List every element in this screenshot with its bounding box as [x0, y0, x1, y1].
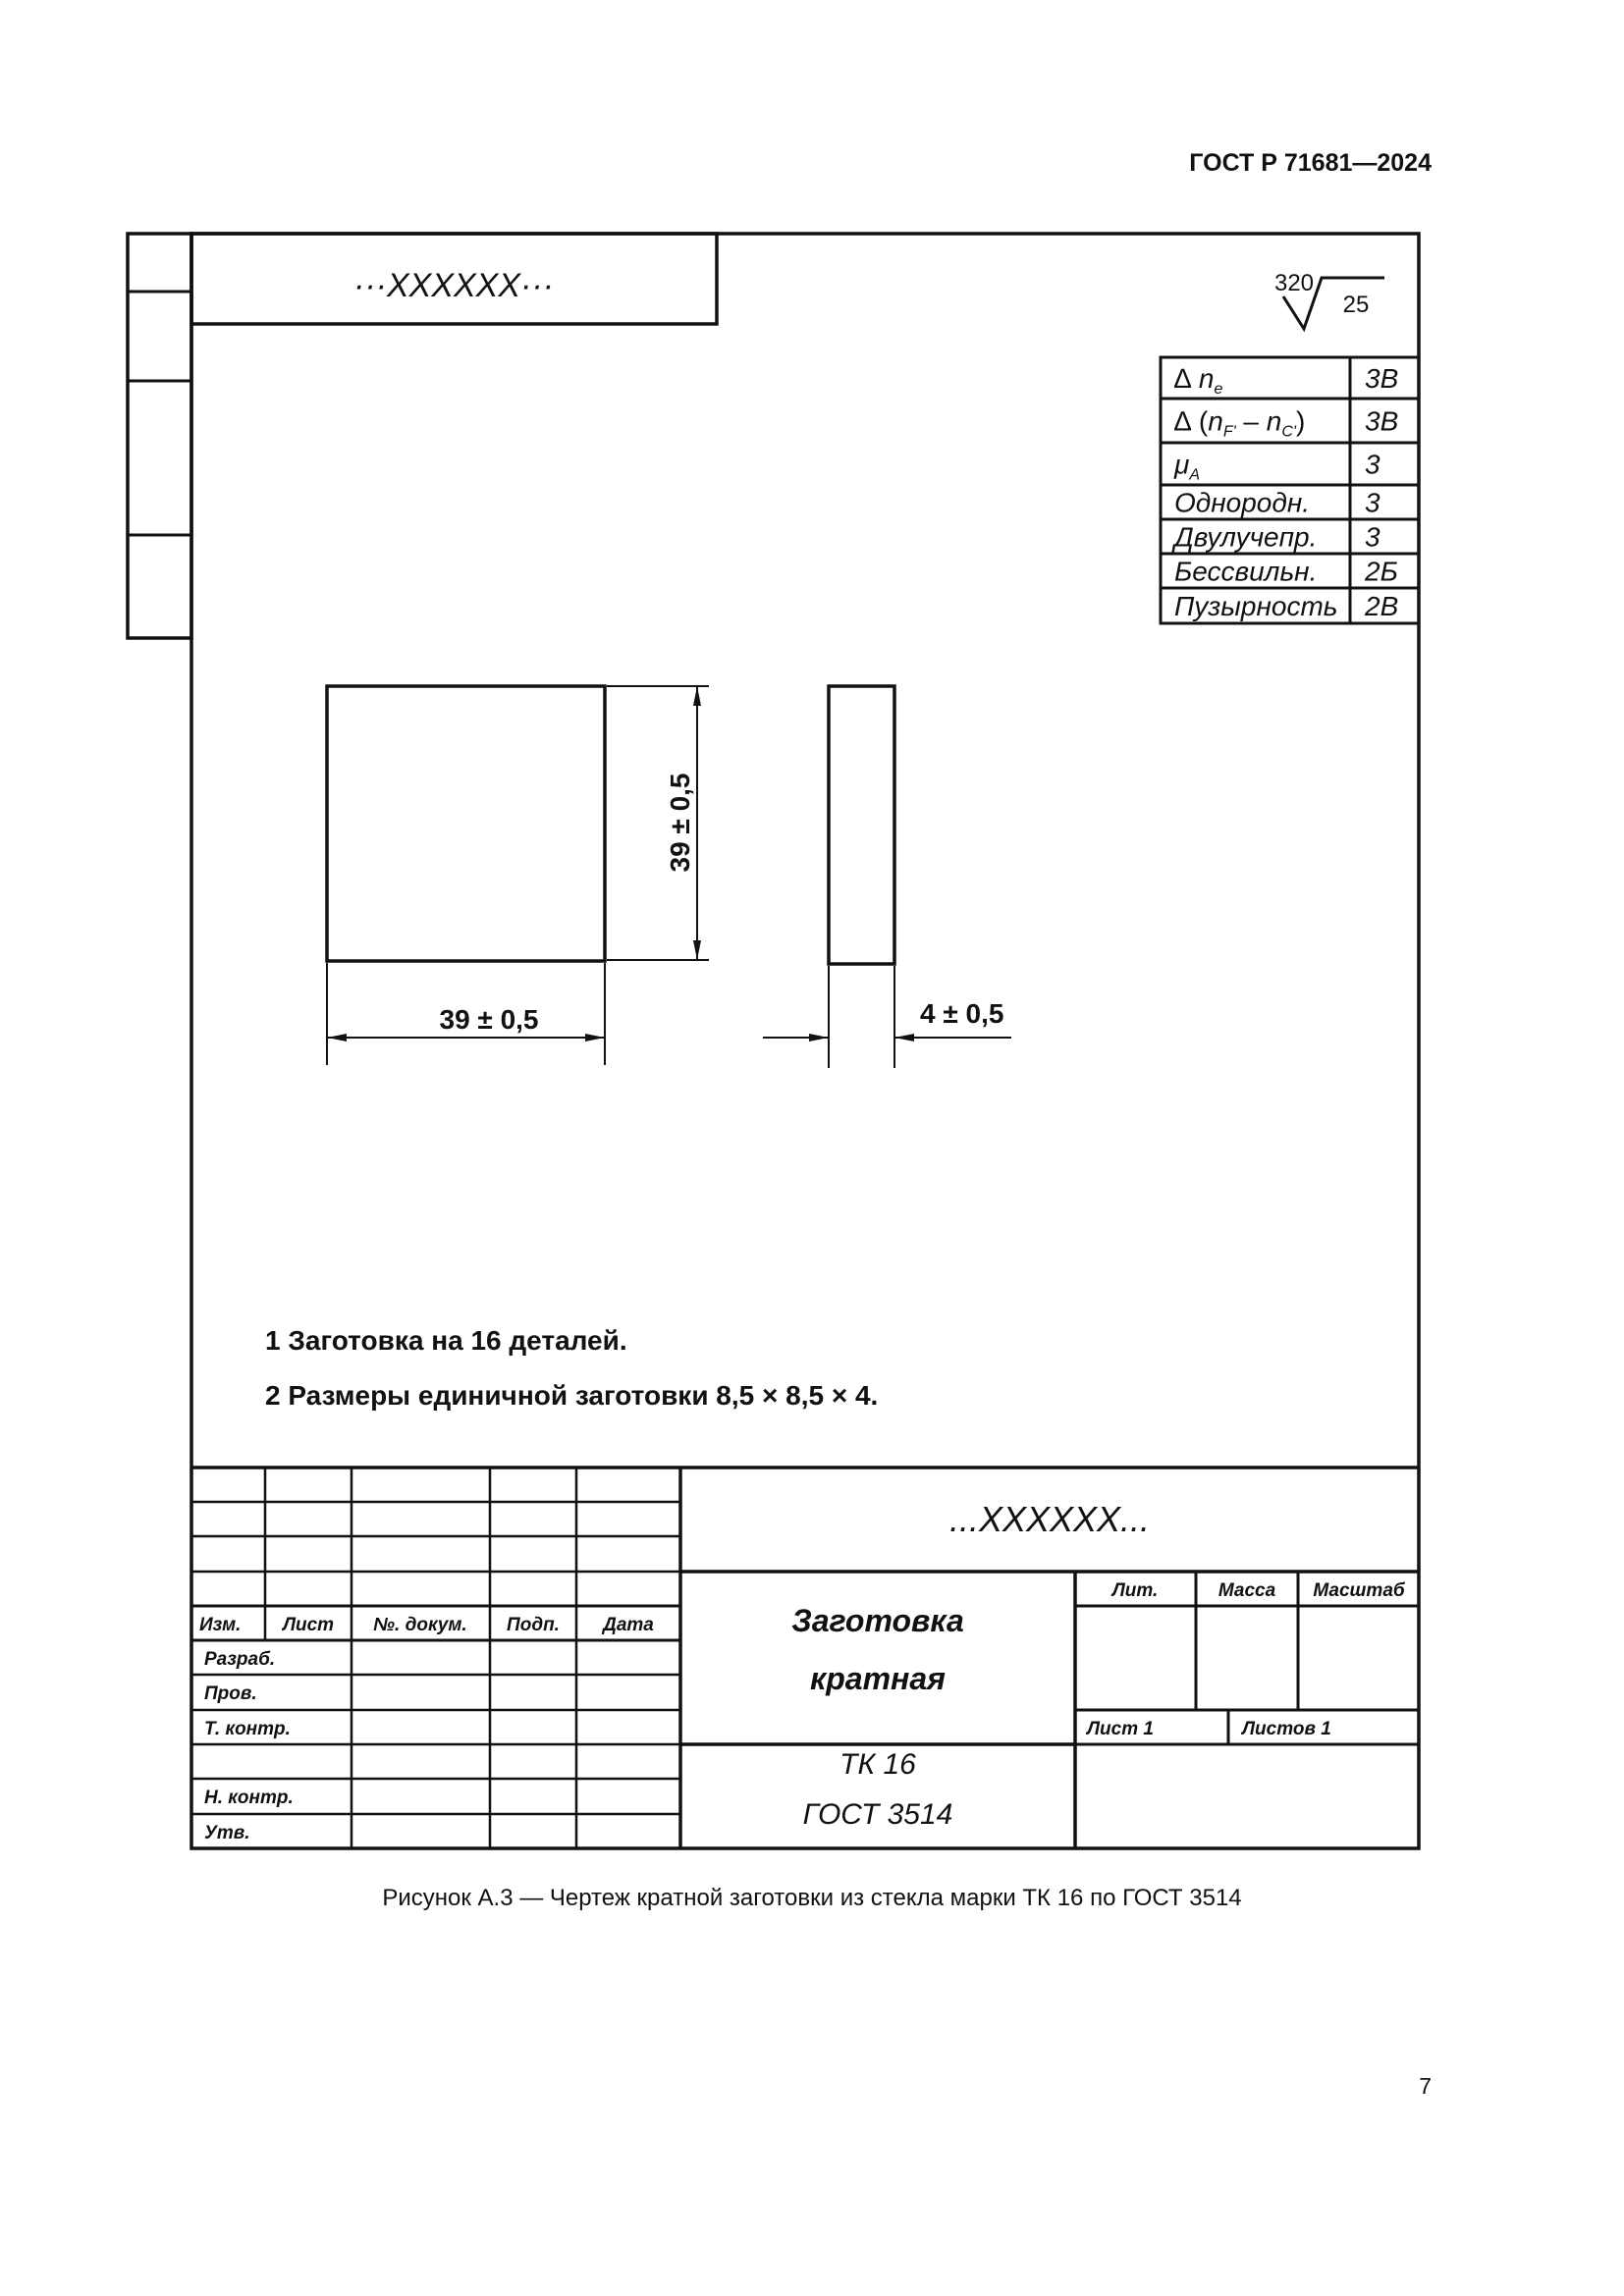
col-list: Лист — [282, 1615, 335, 1635]
role-norm-control: Н. контр. — [204, 1788, 294, 1808]
material-line2: ГОСТ 3514 — [802, 1798, 953, 1831]
property-value: 3 — [1365, 487, 1380, 518]
thickness-label: 4 ± 0,5 — [920, 998, 1004, 1029]
property-value: 2Б — [1365, 556, 1398, 587]
roughness-symbol — [1274, 270, 1384, 329]
property-label: Пузырность — [1174, 591, 1338, 621]
property-value: 3 — [1365, 521, 1380, 553]
property-value: 2В — [1365, 591, 1399, 621]
property-label: Однородн. — [1174, 487, 1311, 518]
page-number: 7 — [1419, 2073, 1432, 2099]
title-designation: ...XXXXXX... — [948, 1499, 1151, 1539]
top-designation: ···XXXXXX··· — [353, 267, 554, 304]
col-izm: Изм. — [199, 1615, 242, 1635]
material-line1: ТК 16 — [839, 1748, 916, 1781]
figure-caption: Рисунок А.3 — Чертеж кратной заготовки из стекла марки ТК 16 по ГОСТ 3514 — [382, 1885, 1242, 1911]
svg-text:25: 25 — [1342, 292, 1370, 318]
title-block — [191, 1468, 1419, 1848]
note-2: 2 Размеры единичной заготовки 8,5 × 8,5 × 4. — [265, 1380, 879, 1411]
property-label: Двулучепр. — [1174, 521, 1318, 553]
width-label: 39 ± 0,5 — [439, 1004, 539, 1035]
property-value: 3 — [1365, 449, 1380, 480]
col-doc-no: №. докум. — [373, 1615, 467, 1635]
height-label: 39 ± 0,5 — [665, 773, 695, 873]
sheets-label: Листов 1 — [1242, 1719, 1331, 1739]
item-name-line2: кратная — [810, 1661, 946, 1696]
sheet-label: Лист 1 — [1087, 1719, 1154, 1739]
note-1: 1 Заготовка на 16 деталей. — [265, 1325, 627, 1356]
properties-text — [1171, 363, 1398, 621]
property-label: Бессвильн. — [1174, 556, 1318, 587]
lit-label: Лит. — [1111, 1580, 1159, 1601]
col-date: Дата — [603, 1615, 654, 1635]
part-front-view — [327, 686, 605, 961]
item-name-line1: Заготовка — [791, 1603, 964, 1638]
mass-label: Масса — [1218, 1580, 1276, 1601]
role-developer: Разраб. — [204, 1649, 276, 1670]
property-label: ∆ ne — [1174, 363, 1223, 398]
scale-label: Масштаб — [1313, 1580, 1405, 1601]
role-checker: Пров. — [204, 1683, 257, 1704]
property-label: μA — [1174, 449, 1201, 484]
role-tech-control: Т. контр. — [204, 1719, 291, 1739]
standard-code: ГОСТ Р 71681—2024 — [1189, 149, 1432, 177]
property-value: 3В — [1365, 363, 1399, 394]
part-side-view — [829, 686, 894, 964]
role-approved: Утв. — [204, 1823, 250, 1843]
property-value: 3В — [1365, 405, 1399, 437]
property-label: ∆ (nF' – nC') — [1174, 405, 1306, 441]
svg-text:320: 320 — [1273, 270, 1315, 296]
col-sign: Подп. — [507, 1615, 560, 1635]
